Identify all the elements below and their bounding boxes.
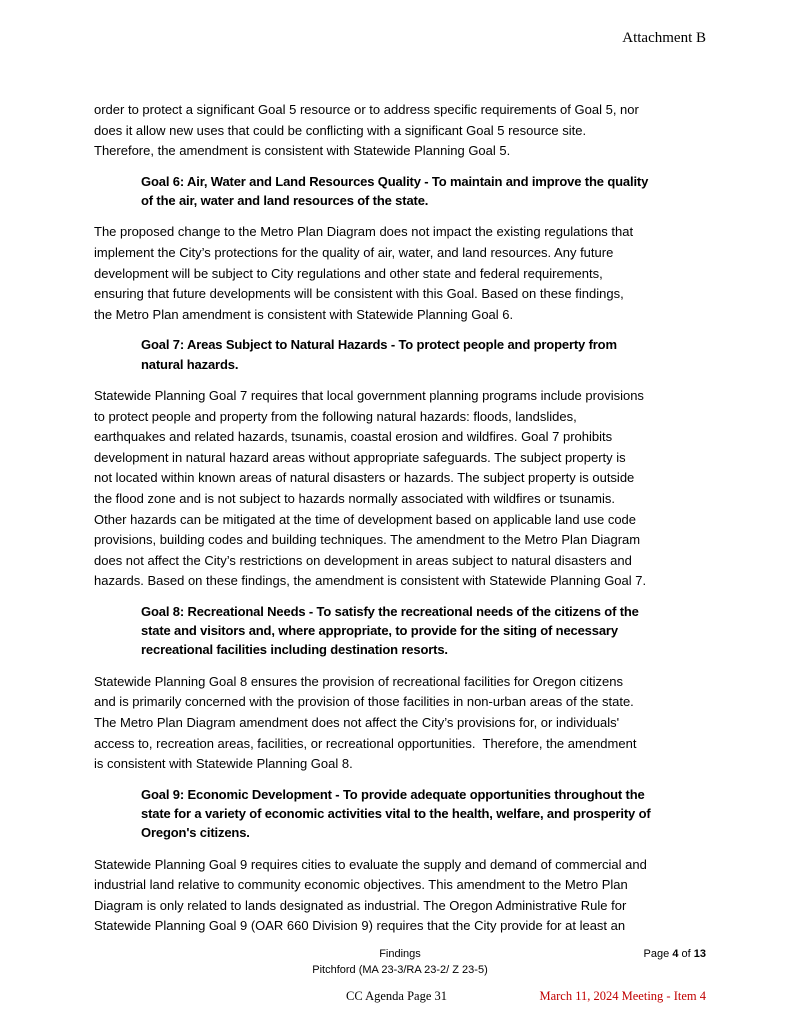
paragraph-line: is consistent with Statewide Planning Goal 8.	[94, 756, 353, 772]
paragraph-line: implement the City’s protections for the quality of air, water, and land resources. Any future	[94, 244, 614, 260]
paragraph-line: Therefore, the amendment is consistent with Statewide Planning Goal 5.	[94, 143, 511, 159]
heading-line: Goal 7: Areas Subject to Natural Hazards - To protect people and property from	[141, 337, 617, 353]
paragraph-line: development in natural hazard areas without appropriate safeguards. The subject property is	[94, 449, 626, 465]
meeting-item-label: March 11, 2024 Meeting - Item 4	[539, 989, 706, 1003]
document-body	[94, 100, 706, 937]
paragraph-line: Diagram is only related to lands designated as industrial. The Oregon Administrative Rule for	[94, 897, 627, 913]
heading-line: state for a variety of economic activities vital to the health, welfare, and prosperity of	[141, 806, 651, 822]
heading-line: natural hazards.	[141, 356, 239, 372]
paragraph-line: development will be subject to City regulations and other state and federal requirements,	[94, 265, 603, 281]
page-label: Page	[643, 948, 670, 960]
body-paragraph-2	[94, 222, 706, 325]
body-paragraph-4	[94, 386, 706, 592]
paragraph-line: industrial land relative to community economic objectives. This amendment to the Metro Plan	[94, 877, 628, 893]
paragraph-line: the flood zone and is not subject to hazards normally associated with wildfires or tsunamis.	[94, 490, 615, 506]
paragraph-line: not located within known areas of natural disasters or hazards. The subject property is outside	[94, 470, 635, 486]
paragraph-line: hazards. Based on these findings, the amendment is consistent with Statewide Planning Goal 7.	[94, 573, 647, 589]
heading-line: Goal 8: Recreational Needs - To satisfy the recreational needs of the citizens of the	[141, 603, 639, 619]
heading-line: Goal 9: Economic Development - To provide adequate opportunities throughout the	[141, 786, 645, 802]
paragraph-line: to protect people and property from the following natural hazards: floods, landslides,	[94, 408, 577, 424]
page-of-label: of	[681, 948, 691, 960]
paragraph-line: Statewide Planning Goal 9 (OAR 660 Division 9) requires that the City provide for at least an	[94, 918, 626, 934]
paragraph-line: the Metro Plan amendment is consistent with Statewide Planning Goal 6.	[94, 306, 514, 322]
agenda-page-label: CC Agenda Page 31	[346, 989, 448, 1003]
paragraph-line: access to, recreation areas, facilities, or recreational opportunities. Therefore, the amendment	[94, 735, 637, 751]
body-paragraph-0	[94, 100, 706, 162]
paragraph-line: Statewide Planning Goal 9 requires cities to evaluate the supply and demand of commercial and	[94, 856, 647, 872]
page-total: 13	[693, 948, 706, 960]
paragraph-line: does it allow new uses that could be conflicting with a significant Goal 5 resource site.	[94, 122, 587, 138]
paragraph-line: does not affect the City’s restrictions on development in areas subject to natural disasters and	[94, 552, 632, 568]
goal-heading-7	[141, 785, 706, 843]
paragraph-line: Other hazards can be mitigated at the time of development based on applicable land use code	[94, 511, 637, 527]
paragraph-line: and is primarily concerned with the provision of those facilities in non-urban areas of the state.	[94, 694, 634, 710]
paragraph-line: order to protect a significant Goal 5 resource or to address specific requirements of Goal 5, nor	[94, 102, 639, 117]
goal-heading-5	[141, 602, 706, 660]
heading-line: of the air, water and land resources of the state.	[141, 193, 429, 209]
heading-line: Goal 6: Air, Water and Land Resources Quality - To maintain and improve the quality	[141, 173, 649, 189]
page-indicator	[644, 947, 706, 961]
body-paragraph-6	[94, 672, 706, 775]
heading-line: recreational facilities including destination resorts.	[141, 642, 448, 658]
attachment-label: Attachment B	[622, 30, 706, 46]
paragraph-line: The proposed change to the Metro Plan Diagram does not impact the existing regulations that	[94, 224, 634, 240]
paragraph-line: The Metro Plan Diagram amendment does not affect the City’s provisions for, or individuals'	[94, 714, 620, 730]
paragraph-line: provisions, building codes and building techniques. The amendment to the Metro Plan Diagram	[94, 532, 641, 548]
paragraph-line: earthquakes and related hazards, tsunamis, coastal erosion and wildfires. Goal 7 prohibits	[94, 429, 613, 445]
footer-case-reference: Pitchford (MA 23-3/RA 23-2/ Z 23-5)	[312, 964, 488, 976]
paragraph-line: Statewide Planning Goal 7 requires that local government planning programs include provisions	[94, 387, 644, 403]
body-paragraph-8	[94, 855, 706, 937]
paragraph-line: ensuring that future developments will be consistent with this Goal. Based on these findings,	[94, 286, 624, 302]
heading-line: Oregon's citizens.	[141, 825, 250, 841]
paragraph-line: Statewide Planning Goal 8 ensures the provision of recreational facilities for Oregon citizens	[94, 673, 623, 689]
goal-heading-3	[141, 335, 706, 374]
goal-heading-1	[141, 172, 706, 211]
footer-title: Findings	[379, 948, 421, 960]
page-number: 4	[672, 948, 679, 960]
heading-line: state and visitors and, where appropriate, to provide for the siting of necessary	[141, 623, 618, 639]
